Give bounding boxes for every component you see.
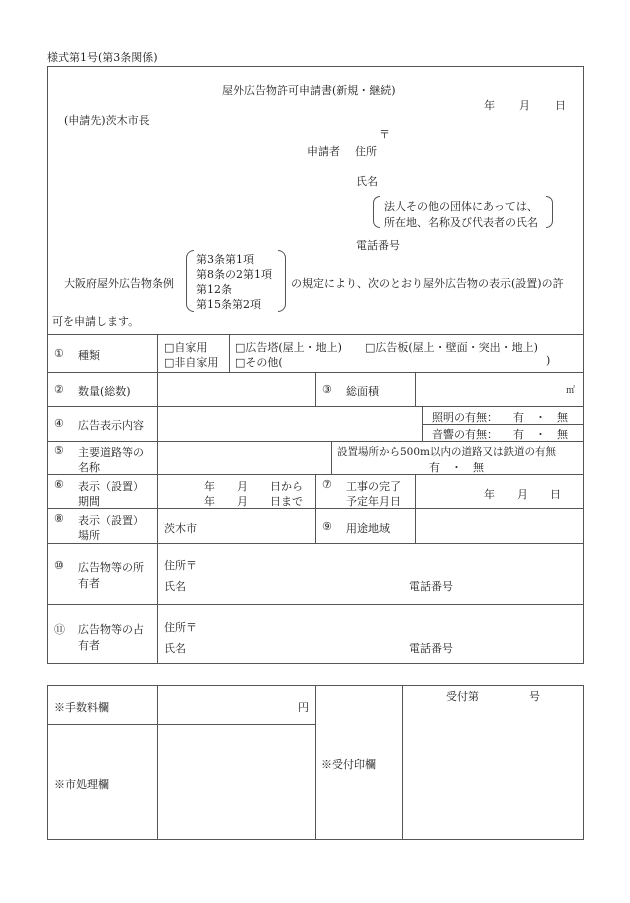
completion-date: 年 月 日	[484, 488, 561, 501]
row-label: 名称	[78, 461, 100, 474]
row-number: ③	[322, 383, 332, 396]
row-number: ④	[54, 417, 64, 430]
row-label: 広告表示内容	[78, 419, 144, 432]
type-non-own-checkbox[interactable]: □非自家用	[164, 356, 219, 369]
lighting-options[interactable]: 有 ・ 無	[513, 411, 568, 424]
row-label: 場所	[78, 529, 100, 542]
table-rule	[331, 441, 332, 474]
table-rule	[47, 724, 315, 725]
railway-question: 設置場所から500m以内の道路又は鉄道の有無	[337, 446, 556, 458]
owner-phone-label: 電話番号	[409, 580, 453, 593]
ordinance-text-2: 可を申請します。	[52, 315, 140, 328]
area-unit: ㎡	[566, 386, 576, 396]
city-processing-label: ※市処理欄	[54, 778, 109, 791]
row-number: ⑨	[322, 520, 332, 533]
row-label: 表示（設置）	[78, 514, 144, 527]
article-item: 第12条	[196, 283, 232, 296]
table-rule	[157, 685, 158, 840]
article-item: 第3条第1項	[196, 253, 254, 266]
owner-name-label: 氏名	[164, 580, 186, 593]
table-rule	[229, 334, 230, 372]
recipient: (申請先)茨木市長	[64, 114, 150, 127]
date-day: 日	[555, 99, 566, 112]
row-label: 表示（設置）	[78, 480, 144, 493]
table-rule	[315, 372, 316, 406]
row-label: 有者	[78, 577, 100, 590]
corp-note-line-2: 所在地、名称及び代表者の氏名	[384, 216, 538, 229]
corp-note-right-bracket	[546, 196, 553, 228]
fee-yen-unit: 円	[298, 701, 309, 714]
owner-address-label: 住所〒	[164, 559, 197, 572]
corp-note-line-1: 法人その他の団体にあっては、	[384, 200, 538, 213]
articles-left-bracket	[186, 250, 194, 312]
applicant-label: 申請者	[307, 145, 340, 158]
form-label: 様式第1号(第3条関係)	[47, 51, 158, 64]
type-own-checkbox[interactable]: □自家用	[164, 341, 208, 354]
row-label: 広告物等の占	[78, 623, 144, 636]
row-number: ⑥	[54, 478, 64, 491]
other-checkbox[interactable]: □その他(	[235, 356, 283, 369]
row-number: ⑤	[54, 444, 64, 457]
ordinance-name: 大阪府屋外広告物条例	[64, 277, 174, 290]
table-rule	[415, 372, 416, 406]
period-from: 年 月 日から	[204, 480, 303, 493]
occupant-address-label: 住所〒	[164, 621, 197, 634]
applicant-postal: 〒	[379, 128, 390, 141]
table-rule	[402, 685, 403, 840]
row-label: 種類	[78, 349, 100, 362]
railway-options[interactable]: 有 ・ 無	[429, 461, 484, 474]
corp-note-left-bracket	[373, 196, 380, 228]
articles-right-bracket	[278, 250, 286, 312]
table-rule	[47, 406, 584, 407]
date-year: 年	[484, 99, 495, 112]
row-label: 有者	[78, 639, 100, 652]
receipt-number-suffix: 号	[529, 690, 540, 703]
location-city: 茨木市	[164, 522, 197, 535]
form-title: 屋外広告物許可申請書(新規・継続)	[222, 84, 396, 97]
table-rule	[315, 474, 316, 543]
table-rule	[47, 604, 584, 605]
board-checkbox[interactable]: □広告板(屋上・壁面・突出・地上)	[365, 341, 538, 354]
applicant-address-label: 住所	[355, 145, 377, 158]
table-rule	[315, 685, 316, 840]
ordinance-text-1: の規定により、次のとおり屋外広告物の表示(設置)の許	[291, 277, 564, 290]
other-close-paren: )	[546, 354, 551, 367]
receipt-number-label: 受付第	[446, 690, 479, 703]
table-rule	[47, 441, 584, 442]
row-number: ①	[54, 347, 64, 360]
applicant-name-label: 氏名	[356, 175, 378, 188]
row-label: 主要道路等の	[78, 446, 144, 459]
tower-checkbox[interactable]: □広告塔(屋上・地上)	[235, 341, 342, 354]
occupant-phone-label: 電話番号	[409, 642, 453, 655]
table-rule	[47, 334, 584, 335]
row-label: 総面積	[346, 385, 379, 398]
row-number: ⑧	[54, 512, 64, 525]
row-number: ⑪	[54, 623, 65, 636]
row-number: ②	[54, 383, 64, 396]
row-label: 工事の完了	[346, 480, 401, 493]
sound-options[interactable]: 有 ・ 無	[513, 428, 568, 441]
applicant-phone-label: 電話番号	[356, 239, 400, 252]
date-month: 月	[519, 99, 530, 112]
row-number: ⑩	[54, 559, 64, 572]
row-label: 期間	[78, 495, 100, 508]
occupant-name-label: 氏名	[164, 642, 186, 655]
lighting-label: 照明の有無：	[432, 411, 498, 424]
period-to: 年 月 日まで	[204, 495, 303, 508]
row-label: 広告物等の所	[78, 561, 144, 574]
fee-label: ※手数料欄	[54, 701, 109, 714]
article-item: 第15条第2項	[196, 298, 261, 311]
table-rule	[47, 543, 584, 544]
row-label: 数量(総数)	[78, 385, 131, 398]
table-rule	[422, 406, 423, 441]
table-rule	[157, 334, 158, 664]
sound-label: 音響の有無：	[432, 428, 498, 441]
row-number: ⑦	[322, 478, 332, 491]
row-label: 予定年月日	[346, 495, 401, 508]
row-label: 用途地域	[346, 522, 390, 535]
table-rule	[415, 474, 416, 543]
receipt-stamp-label: ※受付印欄	[321, 758, 376, 771]
article-item: 第8条の2第1項	[196, 268, 272, 281]
